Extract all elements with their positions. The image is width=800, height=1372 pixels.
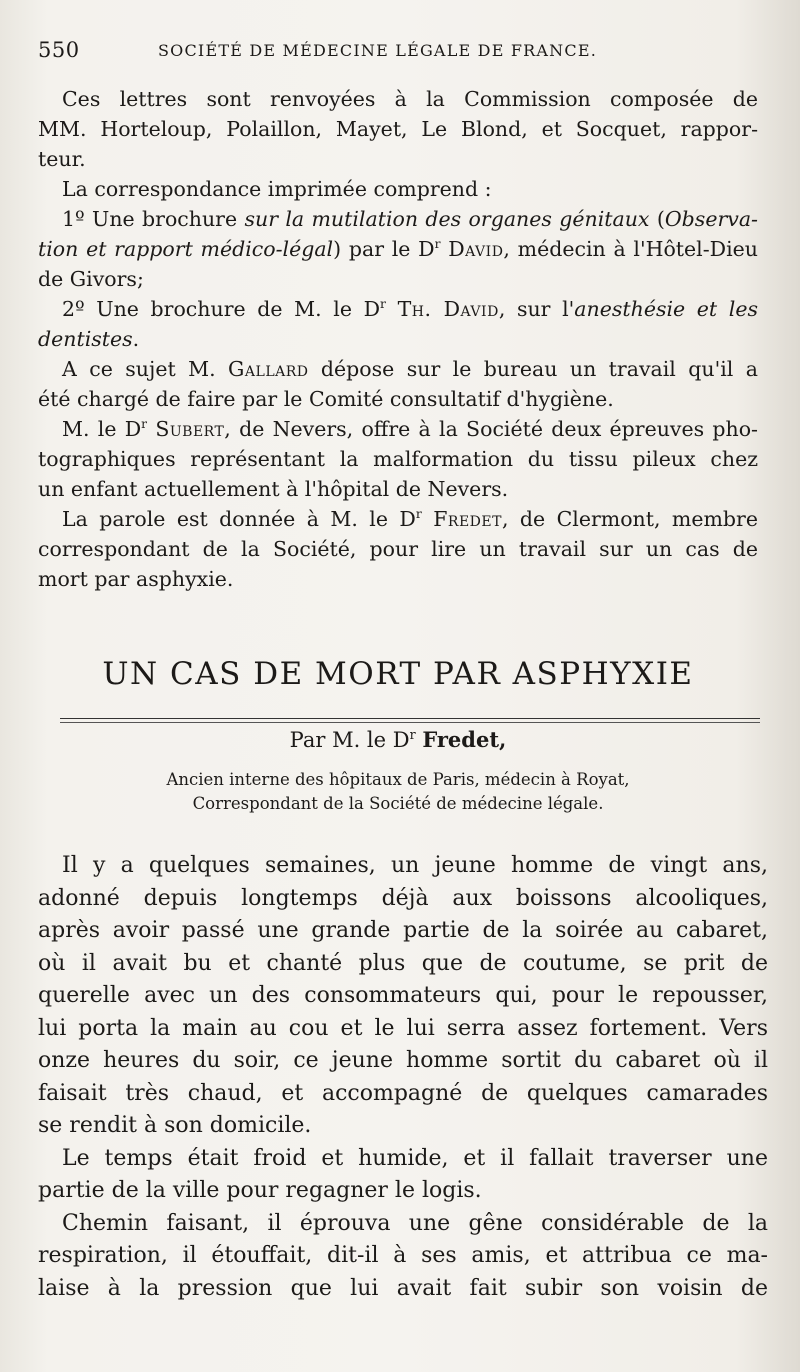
text-line: où il avait bu et chanté plus que de coutume, se prit de	[38, 950, 768, 976]
author-name: Fredet,	[422, 727, 507, 752]
italic-run: Observa-	[664, 207, 758, 231]
intro-paragraph-4	[38, 294, 758, 354]
text-line: mort par asphyxie.	[38, 567, 234, 591]
intro-paragraph-7	[38, 504, 758, 594]
text-line: adonné depuis longtemps déjà aux boissons alcooliques,	[38, 885, 768, 911]
article-byline	[38, 727, 758, 752]
superscript: r	[434, 237, 441, 252]
text-line: respiration, il étouffait, dit-il à ses amis, et attribua ce ma-	[38, 1243, 768, 1268]
article-title: UN CAS DE MORT PAR ASPHYXIE	[102, 656, 694, 692]
intro-paragraph-2	[38, 174, 758, 204]
intro-paragraph-5	[38, 354, 758, 414]
article-body	[38, 850, 768, 1305]
text-line	[38, 324, 758, 354]
body-paragraph-2	[38, 1143, 768, 1208]
intro-paragraph-3	[38, 204, 758, 294]
author-name: Subert	[155, 417, 225, 441]
text-line: après avoir passé une grande partie de la soirée au cabaret,	[38, 918, 768, 943]
text-line: teur.	[38, 147, 86, 171]
text-run: 2º Une brochure de M. le D	[62, 297, 381, 321]
text-run: (	[649, 207, 665, 231]
text-line: La correspondance imprimée comprend :	[62, 177, 492, 201]
text-line	[38, 354, 758, 384]
intro-paragraph-6	[38, 414, 758, 504]
text-run: A ce sujet M.	[62, 357, 229, 381]
superscript: r	[380, 297, 386, 312]
text-line	[38, 504, 758, 534]
text-run: M. le D	[62, 417, 142, 441]
byline-prefix: Par M. le D	[289, 728, 410, 752]
italic-run: sur la mutilation des organes génitaux	[244, 207, 650, 231]
page-header	[38, 38, 758, 68]
text-line: été chargé de faire par le Comité consultatif d'hygiène.	[38, 387, 614, 411]
italic-run: dentistes	[38, 327, 133, 351]
text-line: se rendit à son domicile.	[38, 1113, 312, 1138]
running-head: SOCIÉTÉ DE MÉDECINE LÉGALE DE FRANCE.	[158, 41, 597, 60]
text-line: lui porta la main au cou et le lui serra assez fortement. Vers	[38, 1015, 768, 1041]
text-run: ) par le D	[333, 237, 435, 261]
text-line	[38, 204, 758, 234]
intro-section	[38, 84, 758, 594]
superscript: r	[415, 507, 422, 522]
text-run: , de Clermont, membre	[501, 507, 758, 531]
intro-paragraph-1	[38, 84, 758, 174]
text-run: , sur l'	[498, 297, 575, 321]
text-line: onze heures du soir, ce jeune homme sortit du cabaret où il	[38, 1048, 768, 1073]
title-rule	[60, 722, 760, 723]
text-line: laise à la pression que lui avait fait subir son voisin de	[38, 1275, 768, 1301]
text-run: .	[132, 327, 140, 351]
text-line	[38, 234, 758, 264]
author-name: Gallard	[228, 357, 309, 381]
text-run: , médecin à l'Hôtel-Dieu	[503, 237, 758, 261]
author-affiliation	[38, 768, 758, 816]
text-line	[38, 294, 758, 324]
text-line: faisait très chaud, et accompagné de quelques camarades	[38, 1080, 768, 1106]
body-paragraph-1	[38, 850, 768, 1143]
superscript: r	[141, 417, 148, 432]
text-run: La parole est donnée à M. le D	[62, 507, 416, 531]
author-name: Fredet	[433, 507, 502, 531]
text-line: Chemin faisant, il éprouva une gêne considérable de la	[62, 1210, 768, 1236]
body-paragraph-3	[38, 1208, 768, 1306]
title-rule	[60, 718, 760, 719]
text-line: un enfant actuellement à l'hôpital de Nevers.	[38, 477, 509, 501]
text-line: MM. Horteloup, Polaillon, Mayet, Le Blond, et Socquet, rappor-	[38, 117, 758, 141]
affiliation-line: Correspondant de la Société de médecine légale.	[192, 794, 604, 813]
text-run: 1º Une brochure	[62, 207, 245, 231]
text-line: de Givors;	[38, 267, 144, 291]
text-line: correspondant de la Société, pour lire un travail sur un cas de	[38, 537, 758, 561]
text-line: partie de la ville pour regagner le logis.	[38, 1178, 482, 1203]
affiliation-line: Ancien interne des hôpitaux de Paris, médecin à Royat,	[166, 770, 630, 789]
text-run: , de Nevers, offre à la Société deux épreuves pho-	[224, 417, 758, 441]
italic-run: tion et rapport médico-légal	[38, 237, 334, 261]
superscript: r	[409, 727, 416, 742]
author-name: Th. David	[397, 297, 499, 321]
author-name: David	[448, 237, 504, 261]
text-line: Ces lettres sont renvoyées à la Commission composée de	[62, 87, 758, 111]
text-run: dépose sur le bureau un travail qu'il a	[308, 357, 758, 381]
text-line: Le temps était froid et humide, et il fallait traverser une	[62, 1145, 768, 1171]
text-line: tographiques représentant la malformation du tissu pileux chez	[38, 447, 758, 471]
text-line: Il y a quelques semaines, un jeune homme de vingt ans,	[62, 853, 768, 878]
italic-run: anesthésie et les	[574, 297, 758, 321]
text-line	[38, 414, 758, 444]
text-line: querelle avec un des consommateurs qui, pour le repousser,	[38, 983, 768, 1008]
page-number: 550	[38, 38, 80, 62]
